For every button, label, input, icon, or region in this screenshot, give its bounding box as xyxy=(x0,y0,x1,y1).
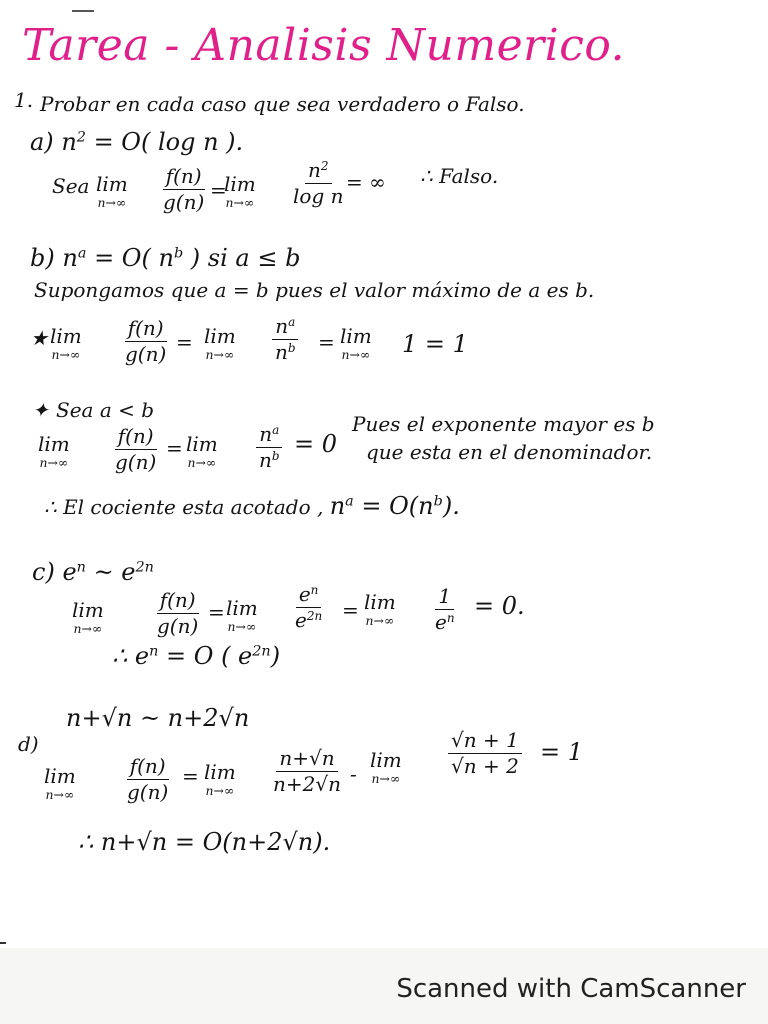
part-b-one-equals-one: 1 = 1 xyxy=(402,330,468,358)
part-b-limit-2: lim n→∞ xyxy=(204,324,236,362)
part-a-label: a) xyxy=(30,128,54,156)
part-c-zero: = 0. xyxy=(474,592,525,620)
part-a-claim: a) $n^2 = O$( log n ). xyxy=(30,128,244,156)
part-a-limit-2: lim n→∞ xyxy=(224,172,256,210)
part-b-zero: = 0 xyxy=(294,430,338,458)
part-b-frac-na-nb-2: $\frac{n^a}{n^b}$ xyxy=(256,422,283,473)
part-b-frac-fg-2: $\frac{f(n)}{g(n)}$ xyxy=(115,424,157,474)
part-a-conclusion: ∴ Falso. xyxy=(420,164,499,188)
part-c-limit-3: lim n→∞ xyxy=(364,590,396,628)
part-c-frac-en-e2n: $\frac{e^n}{e^{2n}}$ xyxy=(295,582,323,632)
star-bullet-1: ★ xyxy=(30,326,48,350)
part-c-frac-fg: $\frac{f(n)}{g(n)}$ xyxy=(157,588,199,638)
part-d-result: = 1 xyxy=(540,738,584,766)
part-d-frac-fg: $\frac{f(n)}{g(n)}$ xyxy=(127,754,169,804)
part-b-limit-5: lim n→∞ xyxy=(186,432,218,470)
part-a-limit-1: lim n→∞ xyxy=(96,172,128,210)
part-b-note-line-2: que esta en el denominador. xyxy=(366,440,653,464)
part-a-frac-fg: $\frac{f(n)}{g(n)}$ xyxy=(163,164,205,214)
part-a-sea: Sea xyxy=(52,174,90,198)
part-d-conclusion: ∴ n+√n = O(n+2√n). xyxy=(78,828,331,856)
part-b-case-a-less-b: Sea a < b xyxy=(56,398,155,422)
part-c-claim: c) $e^n$ ~ $e^{2n}$ xyxy=(32,558,154,586)
part-a-result: = ∞ xyxy=(346,170,386,194)
part-d-limit-1: lim n→∞ xyxy=(44,764,76,802)
scan-smudge xyxy=(72,10,94,12)
scan-mark xyxy=(0,942,6,944)
part-c-label: c) xyxy=(32,558,55,586)
part-c-frac-1-en: $\frac{1}{e^n}$ xyxy=(435,584,455,634)
part-b-conclusion: ∴ El cociente esta acotado , $n^a = O(n^b)$. xyxy=(44,492,460,520)
part-b-limit-1: lim n→∞ xyxy=(50,324,82,362)
part-d-claim: n+√n ~ n+2√n xyxy=(66,704,250,732)
part-b-claim: b) $n^a = O$( $n^b$ ) si a ≤ b xyxy=(30,244,301,272)
part-b-label: b) xyxy=(30,244,55,272)
problem-statement: Probar en cada caso que sea verdadero o Falso. xyxy=(40,92,525,116)
part-c-limit-2: lim n→∞ xyxy=(226,596,258,634)
part-b-assumption: Supongamos que a = b pues el valor máximo de a es b. xyxy=(34,278,595,302)
page-title: Tarea - Analisis Numerico. xyxy=(22,20,626,71)
part-d-frac-2: $\frac{√n + 1}{√n + 2}$ xyxy=(448,728,522,779)
part-d-limit-2: lim n→∞ xyxy=(204,760,236,798)
part-c-conclusion: ∴ $e^n = O$ ( $e^{2n}$) xyxy=(112,642,281,670)
part-b-note-line-1: Pues el exponente mayor es b xyxy=(352,412,655,436)
part-c-limit-1: lim n→∞ xyxy=(72,598,104,636)
problem-number: 1. xyxy=(14,88,34,112)
part-d-frac-1: $\frac{n+√n}{n+2√n}$ xyxy=(273,746,341,796)
part-a-frac-n2-logn: $\frac{n^2}{\text{log n}}$ xyxy=(293,158,344,208)
part-b-frac-fg-1: $\frac{f(n)}{g(n)}$ xyxy=(125,316,167,366)
part-d-label: d) xyxy=(18,732,39,756)
part-d-limit-3: lim n→∞ xyxy=(370,748,402,786)
star-bullet-2: ✦ xyxy=(32,398,49,422)
camscanner-watermark: Scanned with CamScanner xyxy=(396,974,746,1004)
part-b-frac-na-nb-1: $\frac{n^a}{n^b}$ xyxy=(272,314,299,365)
part-b-limit-4: lim n→∞ xyxy=(38,432,70,470)
part-b-limit-3: lim n→∞ xyxy=(340,324,372,362)
scanned-page: Tarea - Analisis Numerico. 1. Probar en cada caso que sea verdadero o Falso. a) $n^2 = O$( log n ). Sea lim n→∞ $\frac{f(n)}{g(n)}$ = lim n→∞ $\frac{n^2}{\text{log n}}$ = ∞ ∴ Falso. b) $n^a = O$( $n^b$ ) si a ≤ b Supongamos que a = b pues el valor máximo de a es b. ★ lim n→∞ $\frac{f(n)}{g(n)}$ = lim n→∞ $\frac{n^a}{n^b}$ = lim n→∞ 1 = 1 ✦ Sea a < b lim n→∞ $\frac{f(n)}{g(n)}$ = lim n→∞ $\frac{n^a}{n^b}$ = 0 Pues el exponente mayor es b que esta en el denominador. ∴ El cociente esta acotado , $n^a = O(n^b)$. c) $e^n$ ~ $e^{2n}$ lim n→∞ $\frac{f(n)}{g(n)}$ = lim n→∞ $\frac{e^n}{e^{2n}}$ = lim n→∞ $\frac{1}{e^n}$ = 0. ∴ $e^n = O$ ( $e^{2n}$) n+√n ~ n+2√n d) lim n→∞ $\frac{f(n)}{g(n)}$ = lim n→∞ $\frac{n+√n}{n+2√n}$ - lim n→∞ $\frac{√n + 1}{√n + 2}$ = 1 ∴ n+√n = O(n+2√n). xyxy=(0,0,768,948)
